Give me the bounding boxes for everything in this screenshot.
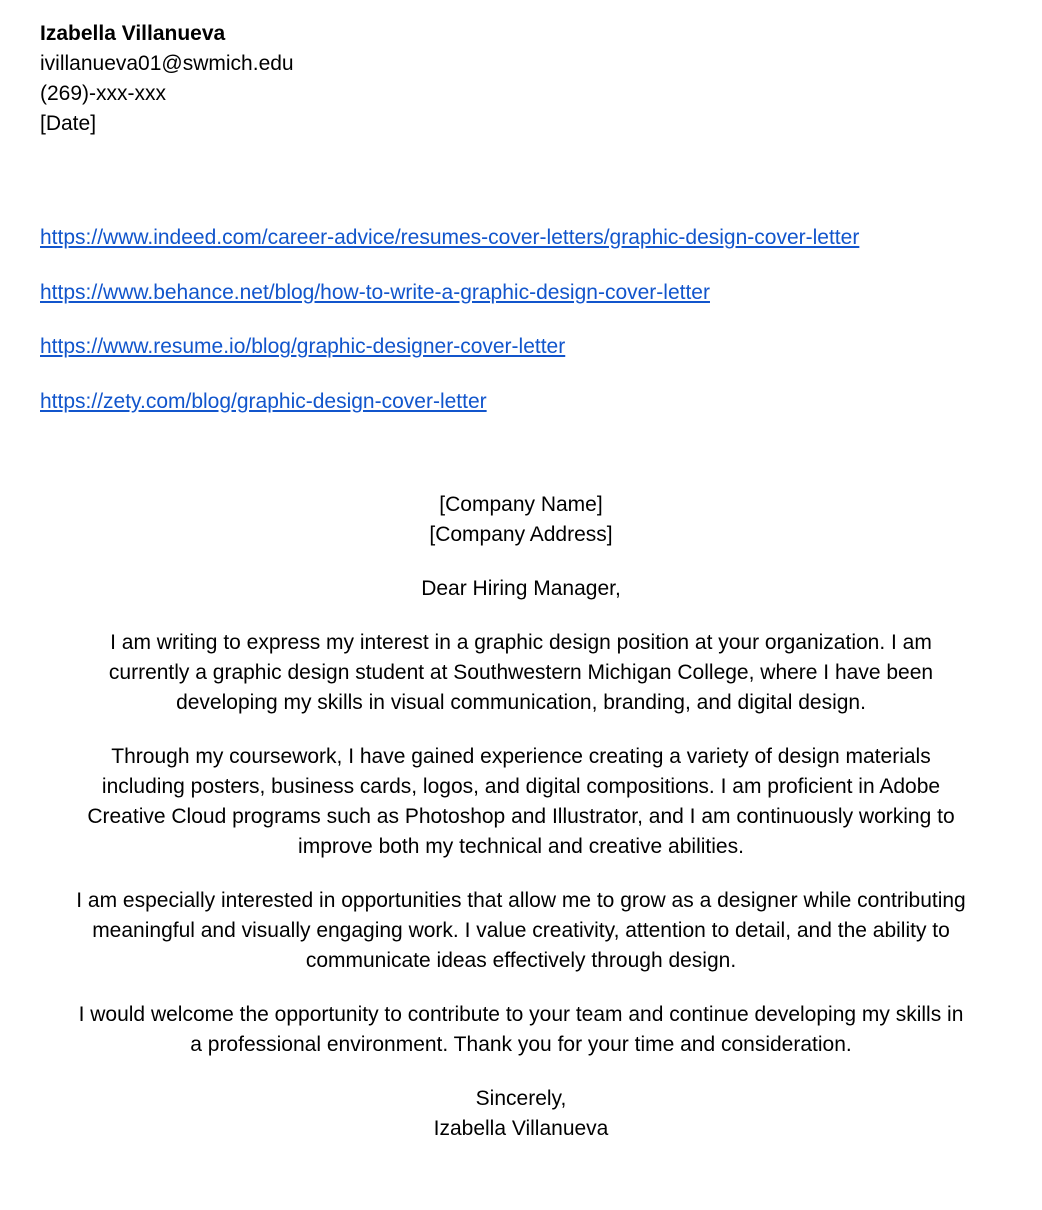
valediction: Sincerely, bbox=[475, 1087, 567, 1110]
letter-body bbox=[40, 490, 1002, 1144]
company-address: [Company Address] bbox=[429, 523, 613, 546]
paragraph-line: developing my skills in visual communication, branding, and digital design. bbox=[176, 691, 866, 714]
link-zety[interactable]: https://zety.com/blog/graphic-design-cover-letter bbox=[40, 389, 487, 413]
salutation: Dear Hiring Manager, bbox=[421, 577, 621, 600]
sender-header bbox=[40, 19, 1002, 139]
paragraph-line: I would welcome the opportunity to contribute to your team and continue developing my skills in bbox=[78, 1003, 964, 1026]
paragraph-line: improve both my technical and creative abilities. bbox=[298, 835, 744, 858]
link-indeed[interactable]: https://www.indeed.com/career-advice/resumes-cover-letters/graphic-design-cover-letter bbox=[40, 226, 860, 249]
paragraph-3 bbox=[40, 886, 1002, 976]
recipient-block bbox=[40, 490, 1002, 550]
paragraph-line: Creative Cloud programs such as Photoshop and Illustrator, and I am continuously working to bbox=[87, 805, 955, 828]
link-resume-io[interactable]: https://www.resume.io/blog/graphic-designer-cover-letter bbox=[40, 335, 566, 358]
paragraph-2 bbox=[40, 742, 1002, 862]
sender-name: Izabella Villanueva bbox=[40, 22, 226, 45]
paragraph-4 bbox=[40, 1000, 1002, 1060]
link-behance[interactable]: https://www.behance.net/blog/how-to-write-a-graphic-design-cover-letter bbox=[40, 280, 710, 304]
paragraph-line: I am especially interested in opportunities that allow me to grow as a designer while contributing bbox=[76, 889, 966, 912]
paragraph-line: Through my coursework, I have gained experience creating a variety of design materials bbox=[111, 745, 931, 768]
paragraph-line: meaningful and visually engaging work. I value creativity, attention to detail, and the ability to bbox=[92, 919, 950, 942]
reference-links bbox=[40, 223, 1002, 417]
paragraph-line: communicate ideas effectively through design. bbox=[305, 949, 737, 972]
paragraph-line: including posters, business cards, logos, and digital compositions. I am proficient in Adobe bbox=[101, 775, 941, 798]
closing-block bbox=[40, 1084, 1002, 1144]
paragraph-line: a professional environment. Thank you for your time and consideration. bbox=[190, 1033, 852, 1056]
signature-name: Izabella Villanueva bbox=[433, 1117, 609, 1140]
sender-phone: (269)-xxx-xxx bbox=[40, 82, 167, 105]
sender-date: [Date] bbox=[40, 112, 97, 135]
paragraph-1 bbox=[40, 628, 1002, 718]
sender-email: ivillanueva01@swmich.edu bbox=[40, 52, 294, 75]
company-name: [Company Name] bbox=[439, 493, 603, 516]
paragraph-line: currently a graphic design student at Southwestern Michigan College, where I have been bbox=[108, 661, 934, 684]
paragraph-line: I am writing to express my interest in a graphic design position at your organization. I am bbox=[110, 631, 932, 654]
